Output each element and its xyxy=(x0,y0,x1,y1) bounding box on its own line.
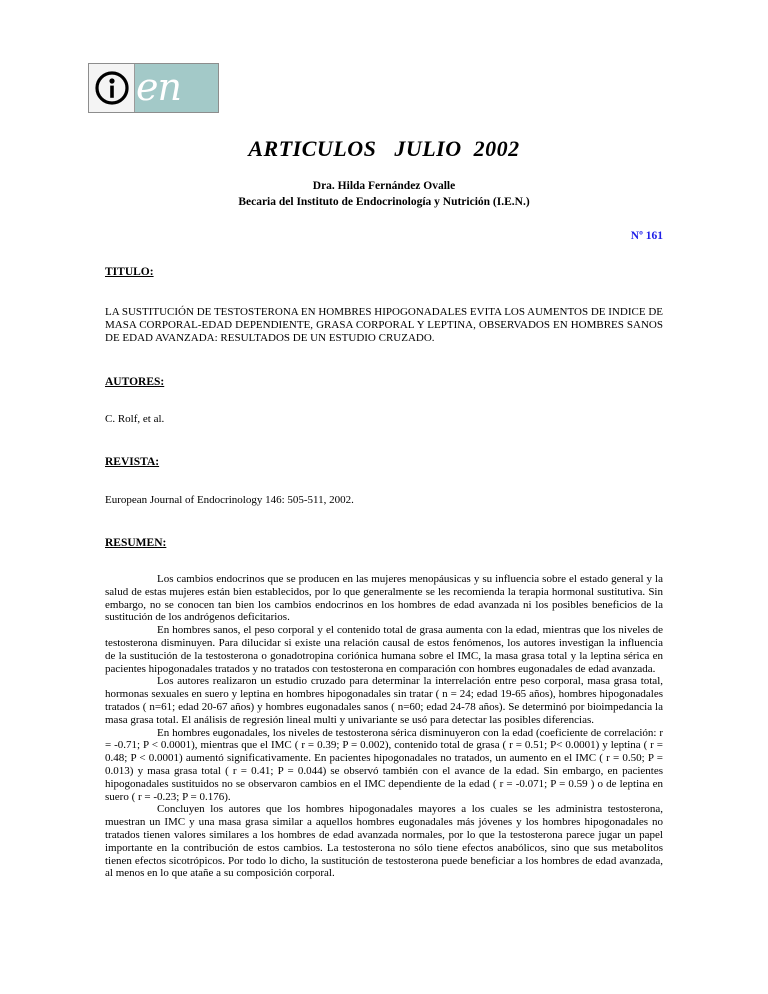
issue-number: Nº 161 xyxy=(630,230,663,242)
resumen-paragraph: Los autores realizaron un estudio cruzado para determinar la interrelación entre peso corporal, masa grasa total, hormonas sexuales en suero y leptina en hombres hipogonadales sin tratar ( n = 24; edad 19-65 años), hombres hipogonadales tratados ( n=61; edad 20-67 años) y hombres eugonadales sanos ( n=60; edad 24-78 años). Se determinó por bioimpedancia la masa grasa total. El análisis de regresión lineal multi y univariante se usó para detectar las posibles diferencias. xyxy=(105,675,663,726)
byline-author: Dra. Hilda Fernández Ovalle xyxy=(312,180,456,192)
byline xyxy=(0,178,768,210)
resumen-paragraph: Concluyen los autores que los hombres hipogonadales mayores a los cuales se les administra testosterona, muestran un IMC y una masa grasa similar a aquellos hombres eugonadales más jóvenes y los hombres hipogonadales no tratados tienen valores similares a los hombres de edad avanzada normales, por lo que la testosterona parece jugar un papel importante en la contribución de estos cambios. La testosterona no sólo tiene efectos anabólicos, sino que sus metabolitos tienen efectos sicotrópicos. Por todo lo dicho, la sustitución de testosterona puede beneficiar a los hombres de edad avanzada, al menos en lo que atañe a su composición corporal. xyxy=(105,803,663,880)
resumen-body xyxy=(105,573,663,880)
titulo-value: LA SUSTITUCIÓN DE TESTOSTERONA EN HOMBRES HIPOGONADALES EVITA LOS AUMENTOS DE INDICE DE MASA CORPORAL-EDAD DEPENDIENTE, GRASA CORPORAL Y LEPTINA, OBSERVADOS EN HOMBRES SANOS DE EDAD AVANZADA: RESULTADOS DE UN ESTUDIO CRUZADO. xyxy=(105,306,663,344)
ien-logo xyxy=(88,63,219,113)
revista-label-row xyxy=(105,452,663,470)
revista-value: European Journal of Endocrinology 146: 505-511, 2002. xyxy=(105,494,354,507)
autores-value: C. Rolf, et al. xyxy=(105,413,165,426)
autores-label: AUTORES: xyxy=(105,376,165,389)
resumen-paragraph: En hombres eugonadales, los niveles de testosterona sérica disminuyeron con la edad (coeficiente de correlación: r = -0.71; P < 0.0001), mientras que el IMC ( r = 0.39; P = 0.002), contenido total de grasa ( r = 0.51; P< 0.0001) y leptina ( r = 0.48; P < 0.0001) aumentó significativamente. En pacientes hipogonadales no tratados, un aumento en el IMC ( r = 0.50; P = 0.013) y masa grasa total ( r = 0.41; P = 0.044) se observó también con el avance de la edad. Sin embargo, en pacientes hipogonadales sustituidos no se observaron cambios en el IMC dependiente de la edad ( r = -0.071; P = 0.59 ) o de leptina en suero ( r = -0.23; P = 0.176). xyxy=(105,726,663,803)
content-column xyxy=(105,262,663,880)
autores-label-row xyxy=(105,372,663,390)
resumen-paragraph: Los cambios endocrinos que se producen en las mujeres menopáusicas y su influencia sobre el estado general y la salud de estas mujeres están bien establecidos, por lo que generalmente se les recomienda la terapia hormonal sustitutiva. Sin embargo, no se conocen tan bien los cambios endocrinos en los hombres de edad avanzada ni los posibles beneficios de la sustitución de los andrógenos deficitarios. xyxy=(105,572,663,624)
revista-label: REVISTA: xyxy=(105,456,160,469)
logo-wordmark-text: en xyxy=(136,65,181,110)
titulo-label-row xyxy=(105,262,663,280)
resumen-paragraph: En hombres sanos, el peso corporal y el contenido total de grasa aumenta con la edad, mientras que los niveles de testosterona disminuyen. Para dilucidar si existe una relación causal de estos fenómenos, los autores investigan la influencia de la sustitución de la testosterona o gonadotropina coriónica humana sobre el IMC, la masa grasa total y la leptina sérica en pacientes hipogonadales tratados y no tratados con testosterona en comparación con hombres eugonadales de edad avanzada. xyxy=(105,624,663,675)
titulo-label: TITULO: xyxy=(105,266,154,278)
logo-wordmark xyxy=(135,64,218,112)
info-circle-icon xyxy=(89,64,135,112)
byline-affiliation: Becaria del Instituto de Endocrinología y Nutrición (I.E.N.) xyxy=(238,196,530,208)
resumen-label-row xyxy=(105,533,663,551)
resumen-label: RESUMEN: xyxy=(105,536,167,549)
page-title: ARTICULOS JULIO 2002 xyxy=(248,136,520,161)
